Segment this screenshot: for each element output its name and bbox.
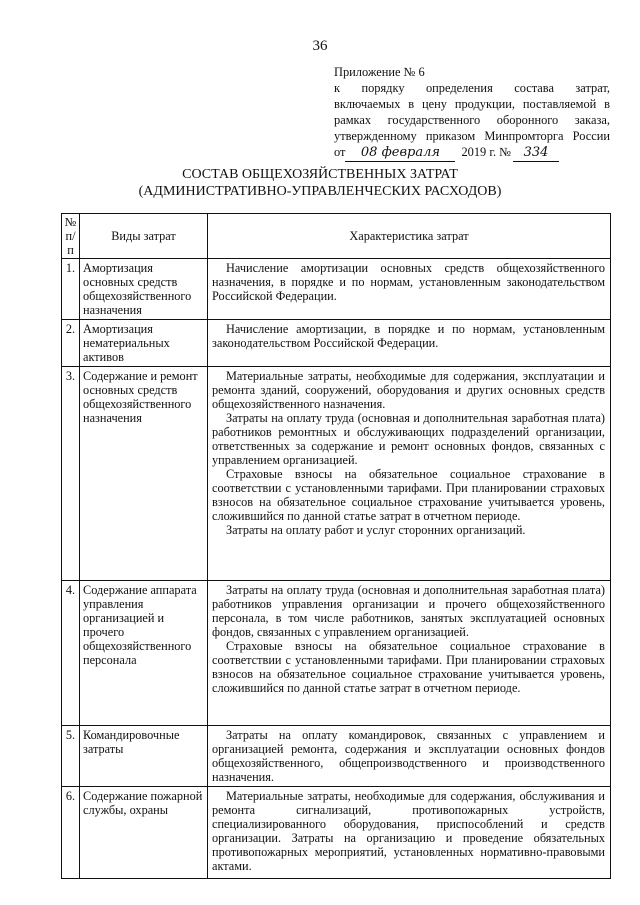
- row-description: [208, 726, 611, 787]
- title-line: СОСТАВ ОБЩЕХОЗЯЙСТВЕННЫХ ЗАТРАТ: [182, 167, 458, 182]
- row-number: 2.: [62, 320, 80, 367]
- row-kind: Содержание аппарата управления организацией и прочего общехозяйственного персонала: [80, 581, 208, 726]
- row-kind: Содержание и ремонт основных средств общехозяйственного назначения: [80, 367, 208, 581]
- description-paragraph: Затраты на оплату труда (основная и дополнительная заработная плата) работников управления организации и прочего общехозяйственного персонала, в том числе работников, занятых эксплуатацией основных фондов, связанных с управлением организацией.: [212, 583, 605, 639]
- table-row: [62, 726, 611, 787]
- description-paragraph: Материальные затраты, необходимые для содержания, обслуживания и ремонта сигнализаций, противопожарных устройств, специализированного оборудования, приспособлений и средств организации. Затраты на организацию и проведение обязательных противопожарных мероприятий, установленных нормативно-правовыми актами.: [212, 789, 605, 873]
- description-paragraph: Затраты на оплату командировок, связанных с управлением и организацией ремонта, содержания и эксплуатации основных фондов общехозяйственного, общепроизводственного и производственного назначения.: [212, 728, 605, 784]
- row-description: [208, 259, 611, 320]
- table-row: [62, 320, 611, 367]
- description-paragraph: Начисление амортизации, в порядке и по нормам, установленным законодательством Российской Федерации.: [212, 322, 605, 350]
- title-subline: (АДМИНИСТРАТИВНО-УПРАВЛЕНЧЕСКИХ РАСХОДОВ): [138, 184, 502, 199]
- row-kind: Командировочные затраты: [80, 726, 208, 787]
- header-num: № п/п: [62, 214, 80, 259]
- description-paragraph: Затраты на оплату труда (основная и дополнительная заработная плата) работников ремонтных и обслуживающих подразделений организации, ответственных за содержание и ремонт основных фондов, связанных с управлением организацией.: [212, 411, 605, 467]
- row-kind: Амортизация основных средств общехозяйственного назначения: [80, 259, 208, 320]
- row-number: 6.: [62, 787, 80, 879]
- appendix-header: [334, 64, 610, 162]
- row-kind: Амортизация нематериальных активов: [80, 320, 208, 367]
- table-row: [62, 367, 611, 581]
- row-description: [208, 320, 611, 367]
- row-kind: Содержание пожарной службы, охраны: [80, 787, 208, 879]
- table-row: [62, 787, 611, 879]
- description-paragraph: Страховые взносы на обязательное социальное страхование в соответствии с установленными тарифами. При планировании страховых взносов на обязательное социальное страхование учитывается уровень, сложившийся по данной статье затрат в отчетном периоде.: [212, 467, 605, 523]
- description-paragraph: Материальные затраты, необходимые для содержания, эксплуатации и ремонта зданий, сооружений, оборудования и других основных средств общехозяйственного назначения.: [212, 369, 605, 411]
- appendix-line: к порядку определения состава затрат,: [334, 81, 610, 95]
- from-label: от: [334, 145, 346, 159]
- handwritten-date: 08 февраля: [345, 145, 455, 162]
- row-description: [208, 581, 611, 726]
- description-paragraph: Страховые взносы на обязательное социальное страхование в соответствии с установленными тарифами. При планировании страховых взносов на обязательное социальное страхование учитывается уровень, сложившийся по данной статье затрат в отчетном периоде.: [212, 639, 605, 695]
- table-row: [62, 581, 611, 726]
- header-kind: Виды затрат: [80, 214, 208, 259]
- expenses-table: [61, 213, 611, 879]
- row-number: 3.: [62, 367, 80, 581]
- page-number: 36: [312, 38, 328, 54]
- description-paragraph: Затраты на оплату работ и услуг сторонних организаций.: [226, 523, 526, 537]
- appendix-line: рамках государственного оборонного заказа,: [334, 113, 610, 127]
- handwritten-order-number: 334: [513, 145, 559, 162]
- table-header-row: [62, 214, 611, 259]
- table-row: [62, 259, 611, 320]
- row-number: 1.: [62, 259, 80, 320]
- document-title: [0, 166, 640, 200]
- appendix-line: утвержденному приказом Минпромторга России: [334, 129, 610, 143]
- row-description: [208, 367, 611, 581]
- row-number: 5.: [62, 726, 80, 787]
- row-number: 4.: [62, 581, 80, 726]
- row-description: [208, 787, 611, 879]
- appendix-title: Приложение № 6: [334, 65, 425, 79]
- year-label: 2019 г. №: [461, 145, 512, 159]
- appendix-line: включаемых в цену продукции, поставляемой в: [334, 97, 610, 111]
- header-desc: Характеристика затрат: [208, 214, 611, 259]
- order-date-number: [334, 144, 610, 162]
- description-paragraph: Начисление амортизации основных средств общехозяйственного назначения, в порядке и по нормам, установленным законодательством Российской Федерации.: [212, 261, 605, 303]
